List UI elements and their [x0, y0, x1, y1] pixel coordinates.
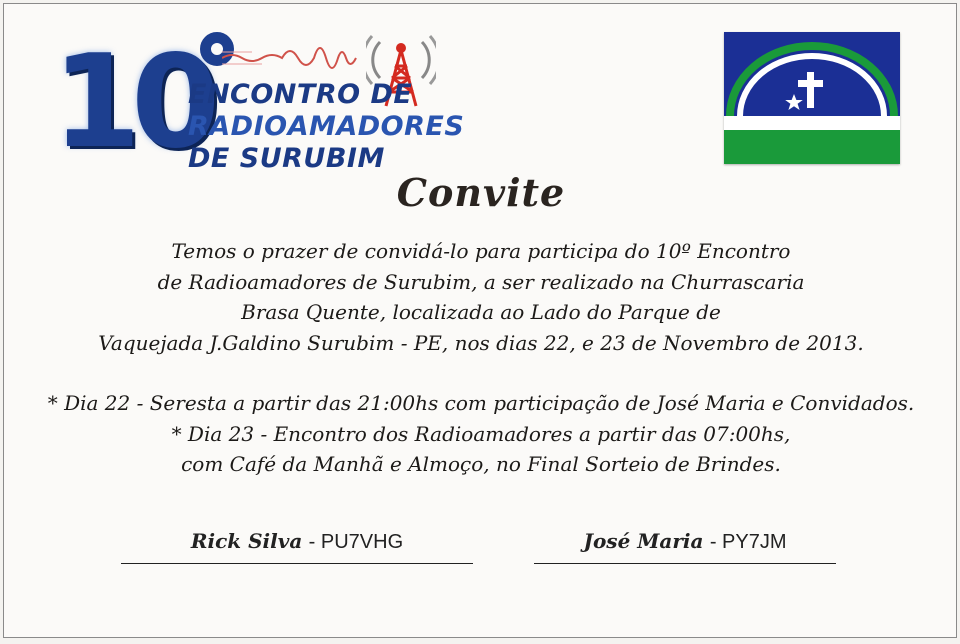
event-schedule: [4, 388, 958, 480]
signature-callsign: - PU7VHG: [308, 531, 404, 553]
surubim-flag: [724, 32, 900, 164]
signature-name: Rick Silva: [190, 529, 303, 553]
invitation-intro: [4, 236, 958, 358]
schedule-line: * Dia 22 - Seresta a partir das 21:00hs com participação de José Maria e Convidados.: [47, 391, 915, 415]
schedule-line: * Dia 23 - Encontro dos Radioamadores a partir das 07:00hs,: [171, 421, 791, 446]
signature-name: José Maria: [583, 529, 704, 553]
event-logo: [52, 28, 465, 178]
signature-rick-silva: [121, 529, 473, 564]
intro-line: de Radioamadores de Surubim, a ser realizado na Churrascaria: [157, 269, 805, 294]
logo-line-1: ENCONTRO DE: [188, 79, 413, 110]
logo-line-3: DE SURUBIM: [188, 143, 385, 174]
signature-jose-maria: [534, 529, 836, 564]
signature-callsign: - PY7JM: [709, 531, 787, 553]
intro-line: Vaquejada J.Galdino Surubim - PE, nos dias 22, e 23 de Novembro de 2013.: [98, 330, 864, 355]
radio-wave-icon: [222, 36, 372, 80]
logo-number: 10: [52, 28, 211, 177]
invitation-title: Convite: [396, 170, 566, 215]
schedule-line: com Café da Manhã e Almoço, no Final Sorteio de Brindes.: [181, 452, 781, 476]
invitation-card: [3, 3, 957, 638]
intro-line: Temos o prazer de convidá-lo para participa do 10º Encontro: [171, 239, 791, 263]
logo-line-2: RADIOAMADORES: [188, 111, 465, 142]
intro-line: Brasa Quente, localizada ao Lado do Parque de: [241, 300, 721, 324]
